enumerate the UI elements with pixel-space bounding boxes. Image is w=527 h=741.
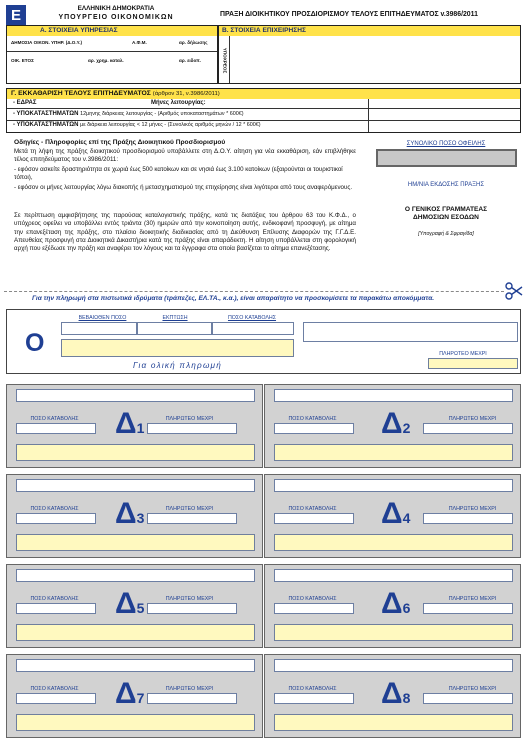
settlement-title-bar xyxy=(7,89,520,99)
installment-due-label: ΠΛΗΡΩΤΕΟ ΜΕΧΡΙ xyxy=(165,596,214,602)
settlement-row-branch12 xyxy=(7,109,520,121)
installment-top-field[interactable] xyxy=(16,659,255,672)
installment-delta: Δ xyxy=(115,587,137,620)
discount-label: ΕΚΠΤΩΣΗ xyxy=(162,315,188,321)
branchlt12-rest: με διάρκεια λειτουργίας < 12 μήνες - (Συνολικός αριθμός μηνών / 12 * 600€) xyxy=(80,122,261,128)
total-label: ΣΥΝΟΛΙΚΟ ΠΟΣΟ ΟΦΕΙΛΗΣ xyxy=(406,141,486,147)
secretary-line2: ΔΗΜΟΣΙΩΝ ΕΣΟΔΩΝ xyxy=(413,214,479,221)
installment-payable-field[interactable] xyxy=(274,513,354,524)
installment-delta: Δ xyxy=(115,497,137,530)
installment-delta: Δ xyxy=(115,677,137,710)
form-title: ΠΡΑΞΗ ΔΙΟΙΚΗΤΙΚΟΥ ΠΡΟΣΔΙΟΡΙΣΜΟΥ ΤΕΛΟΥΣ ΕΠΙΤΗΔΕΥΜΑΤΟΣ v.3986/2011 xyxy=(220,11,478,18)
installment-top-field[interactable] xyxy=(16,479,255,492)
obligor-label: ΥΠΟΧΡΕΟΣ xyxy=(222,47,228,74)
installment-number: 7 xyxy=(136,690,145,706)
installment-due-label: ΠΛΗΡΩΤΕΟ ΜΕΧΡΙ xyxy=(448,596,497,602)
installment-top-field[interactable] xyxy=(274,569,513,582)
installment-yellow-field[interactable] xyxy=(16,624,255,641)
installment-slip xyxy=(6,384,263,468)
full-payment-yellow-field[interactable] xyxy=(61,339,294,357)
installment-number: 8 xyxy=(402,690,411,706)
installment-due-field[interactable] xyxy=(147,423,237,434)
installment-slip xyxy=(6,654,263,738)
service-title: Α. ΣΤΟΙΧΕΙΑ ΥΠΗΡΕΣΙΑΣ xyxy=(7,26,217,36)
installment-due-label: ΠΛΗΡΩΤΕΟ ΜΕΧΡΙ xyxy=(165,416,214,422)
installment-slip xyxy=(6,564,263,648)
installment-due-field[interactable] xyxy=(423,423,513,434)
installment-due-field[interactable] xyxy=(423,603,513,614)
months-label: Μήνες λειτουργίας: xyxy=(151,100,206,106)
issuer-line1: ΕΛΛΗΝΙΚΗ ΔΗΜΟΚΡΑΤΙΑ xyxy=(77,5,155,12)
installment-due-label: ΠΛΗΡΩΤΕΟ ΜΕΧΡΙ xyxy=(448,416,497,422)
settlement-title: Γ. ΕΚΚΑΘΑΡΙΣΗ ΤΕΛΟΥΣ ΕΠΙΤΗΔΕΥΜΑΤΟΣ xyxy=(11,90,151,97)
branch12-text xyxy=(13,111,244,117)
installment-due-field[interactable] xyxy=(147,603,237,614)
installment-delta: Δ xyxy=(381,677,403,710)
installment-delta: Δ xyxy=(381,407,403,440)
scissors-icon xyxy=(505,282,523,300)
full-payment-right-field[interactable] xyxy=(303,322,518,342)
branchlt12-text xyxy=(13,122,261,128)
service-divider xyxy=(7,51,217,52)
full-due-label: ΠΛΗΡΩΤΕΟ ΜΕΧΡΙ xyxy=(439,351,487,357)
declaration-no-label: αρ. δήλωσης xyxy=(179,40,208,45)
installment-top-field[interactable] xyxy=(274,659,513,672)
hq-label: - ΕΔΡΑΣ xyxy=(13,100,37,106)
installment-payable-field[interactable] xyxy=(274,423,354,434)
installment-due-field[interactable] xyxy=(147,693,237,704)
notice-no-label: αρ. ειδοπ. xyxy=(179,58,201,63)
installment-payable-label: ΠΟΣΟ ΚΑΤΑΒΟΛΗΣ xyxy=(30,506,79,512)
installment-payable-label: ΠΟΣΟ ΚΑΤΑΒΟΛΗΣ xyxy=(288,596,337,602)
installment-payable-label: ΠΟΣΟ ΚΑΤΑΒΟΛΗΣ xyxy=(30,416,79,422)
installment-letter xyxy=(381,587,410,621)
installment-number: 1 xyxy=(136,420,145,436)
installment-payable-label: ΠΟΣΟ ΚΑΤΑΒΟΛΗΣ xyxy=(288,506,337,512)
installment-payable-label: ΠΟΣΟ ΚΑΤΑΒΟΛΗΣ xyxy=(30,686,79,692)
full-payment-caption: Για ολική πληρωμή xyxy=(133,361,222,370)
business-title: Β. ΣΤΟΙΧΕΙΑ ΕΠΙΧΕΙΡΗΣΗΣ xyxy=(219,26,520,36)
installment-slip xyxy=(264,384,521,468)
installment-payable-field[interactable] xyxy=(16,603,96,614)
installment-number: 6 xyxy=(402,600,411,616)
installment-yellow-field[interactable] xyxy=(274,534,513,551)
installment-due-label: ΠΛΗΡΩΤΕΟ ΜΕΧΡΙ xyxy=(165,686,214,692)
installment-due-field[interactable] xyxy=(423,513,513,524)
instructions-b2 xyxy=(14,184,356,192)
installment-slip xyxy=(264,474,521,558)
installment-letter xyxy=(115,497,144,531)
instructions-title: Οδηγίες - Πληροφορίες επί της Πράξης Διοικητικού Προσδιορισμού xyxy=(14,139,226,146)
instructions-b2-text: εφόσον οι μήνες λειτουργίας λόγω διακοπής ή μετασχηματισμού της επιχείρησης είναι λιγότεροι από τους αναφερόμενους. xyxy=(17,184,353,191)
branch12-rest: 12μηνης διάρκειας λειτουργίας - (Αριθμός υποκαταστημάτων * 600€) xyxy=(80,111,244,117)
full-payable-field[interactable] xyxy=(212,322,294,335)
scissors-svg xyxy=(505,282,523,300)
ledger-no-label: αρ. χρημ. καταλ. xyxy=(88,58,124,63)
total-amount-field[interactable] xyxy=(376,149,517,167)
cut-line xyxy=(4,291,504,292)
installment-slip xyxy=(264,654,521,738)
installment-delta: Δ xyxy=(115,407,137,440)
discount-amount-field[interactable] xyxy=(137,322,212,335)
installment-due-field[interactable] xyxy=(147,513,237,524)
installment-due-label: ΠΛΗΡΩΤΕΟ ΜΕΧΡΙ xyxy=(448,686,497,692)
installment-payable-field[interactable] xyxy=(16,693,96,704)
instructions-p2: Σε περίπτωση αμφισβήτησης της παρούσας καταλογιστικής πράξης, κατά τις διατάξεις του άρθρου 63 του Κ.Φ.Δ., ο υπόχρεος οφείλει να υποβάλλει εντός τριάντα (30) ημερών από την κοινοποίηση αυτής, ενδικοφανή προσφυγή, με αίτημα την επανεξέταση της πράξης, στο πλαίσιο διοικητικής διαδικασίας από τη Διεύθυνση Επίλυσης Διαφορών της Γ.Γ.Δ.Ε. Απευθείας προσφυγή στα Διοικητικά Δικαστήρια κατά της πράξης είναι απαράδεκτη. Η αίτηση υποβάλλεται στη φορολογική αρχή που εξέδωσε την πράξη και αναφέρει τον λόγους και τα έγγραφα στα οποία βασίζεται το αίτημα επανεξέτασης. xyxy=(14,212,356,253)
installment-letter xyxy=(381,407,410,441)
installment-letter xyxy=(115,587,144,621)
installment-due-field[interactable] xyxy=(423,693,513,704)
installment-top-field[interactable] xyxy=(274,479,513,492)
settlement-col-divider xyxy=(368,99,369,132)
installment-slip xyxy=(6,474,263,558)
issue-date-label: ΗΜ/ΝΙΑ ΕΚΔΟΣΗΣ ΠΡΑΞΗΣ xyxy=(407,182,485,188)
signature-label: [Υπογραφή & Σφραγίδα] xyxy=(418,231,474,237)
installment-letter xyxy=(381,497,410,531)
installment-due-label: ΠΛΗΡΩΤΕΟ ΜΕΧΡΙ xyxy=(448,506,497,512)
full-payment-letter: Ο xyxy=(25,329,45,357)
installment-delta: Δ xyxy=(381,587,403,620)
full-payable-label: ΠΟΣΟ ΚΑΤΑΒΟΛΗΣ xyxy=(227,315,277,321)
installment-yellow-field[interactable] xyxy=(16,444,255,461)
installment-number: 4 xyxy=(402,510,411,526)
settlement-law: (άρθρον 31, ν.3986/2011) xyxy=(152,91,220,97)
instructions-p1: Μετά τη λήψη της πράξης διοικητικού προσδιορισμού υποβάλλετε στη Δ.Ο.Υ. αίτηση για νέα εκκαθάριση, εάν επιβλήθηκε τέλος επιτηδεύματος του ν.3986/2011: xyxy=(14,148,356,164)
installment-number: 2 xyxy=(402,420,411,436)
branch12-main: - ΥΠΟΚΑΤΑΣΤΗΜΑΤΩΝ xyxy=(13,111,79,117)
form-badge: Ε xyxy=(6,5,26,27)
installment-number: 3 xyxy=(136,510,145,526)
installment-top-field[interactable] xyxy=(274,389,513,402)
instructions-b1-text: εφόσον ασκείτε δραστηριότητα σε χωριά έως 500 κατοίκων και σε νησιά έως 3.100 κατοίκων (εξαιρούνται οι τουριστικοί τόποι), xyxy=(14,166,343,182)
installment-payable-label: ΠΟΣΟ ΚΑΤΑΒΟΛΗΣ xyxy=(288,416,337,422)
payment-notice: Για την πληρωμή στα πιστωτικά ιδρύματα (τράπεζες, ΕΛ.ΤΑ., κ.α.), είναι απαραίτητο να προσκομίσετε τα παρακάτω αποκόμματα. xyxy=(32,295,435,302)
issuer-line2: ΥΠΟΥΡΓΕΙΟ ΟΙΚΟΝΟΜΙΚΩΝ xyxy=(58,14,174,21)
installment-yellow-field[interactable] xyxy=(274,624,513,641)
installment-payable-field[interactable] xyxy=(16,423,96,434)
installment-yellow-field[interactable] xyxy=(16,534,255,551)
installment-payable-label: ΠΟΣΟ ΚΑΤΑΒΟΛΗΣ xyxy=(288,686,337,692)
installment-payable-field[interactable] xyxy=(274,693,354,704)
installment-payable-label: ΠΟΣΟ ΚΑΤΑΒΟΛΗΣ xyxy=(30,596,79,602)
bullet: - xyxy=(14,184,18,191)
installment-due-label: ΠΛΗΡΩΤΕΟ ΜΕΧΡΙ xyxy=(165,506,214,512)
settlement-row-branchlt12 xyxy=(7,121,520,132)
bullet: - xyxy=(14,166,18,173)
installment-payable-field[interactable] xyxy=(16,513,96,524)
installment-slip xyxy=(264,564,521,648)
confirmed-amount-field[interactable] xyxy=(61,322,137,335)
confirmed-label: ΒΕΒΑΙΩΘΕΝ ΠΟΣΟ xyxy=(78,315,127,321)
installment-yellow-field[interactable] xyxy=(274,714,513,731)
installment-letter xyxy=(115,407,144,441)
installment-yellow-field[interactable] xyxy=(16,714,255,731)
fiscal-year-label: ΟΙΚ. ΕΤΟΣ xyxy=(11,58,34,63)
installment-yellow-field[interactable] xyxy=(274,444,513,461)
tax-office-label: ΔΗΜΟΣΙΑ ΟΙΚΟΝ. ΥΠΗΡ. (Δ.Ο.Υ.) xyxy=(11,40,83,45)
installment-letter xyxy=(381,677,410,711)
installment-top-field[interactable] xyxy=(16,569,255,582)
installment-letter xyxy=(115,677,144,711)
settlement-row-hq xyxy=(7,99,520,109)
installment-number: 5 xyxy=(136,600,145,616)
installment-top-field[interactable] xyxy=(16,389,255,402)
secretary-line1: Ο ΓΕΝΙΚΟΣ ΓΡΑΜΜΑΤΕΑΣ xyxy=(404,206,488,213)
installment-payable-field[interactable] xyxy=(274,603,354,614)
afm-label: Α.Φ.Μ. xyxy=(132,40,147,45)
instructions-b1 xyxy=(14,166,356,183)
installment-delta: Δ xyxy=(381,497,403,530)
branchlt12-main: - ΥΠΟΚΑΤΑΣΤΗΜΑΤΩΝ xyxy=(13,122,79,128)
full-due-field[interactable] xyxy=(428,358,518,369)
